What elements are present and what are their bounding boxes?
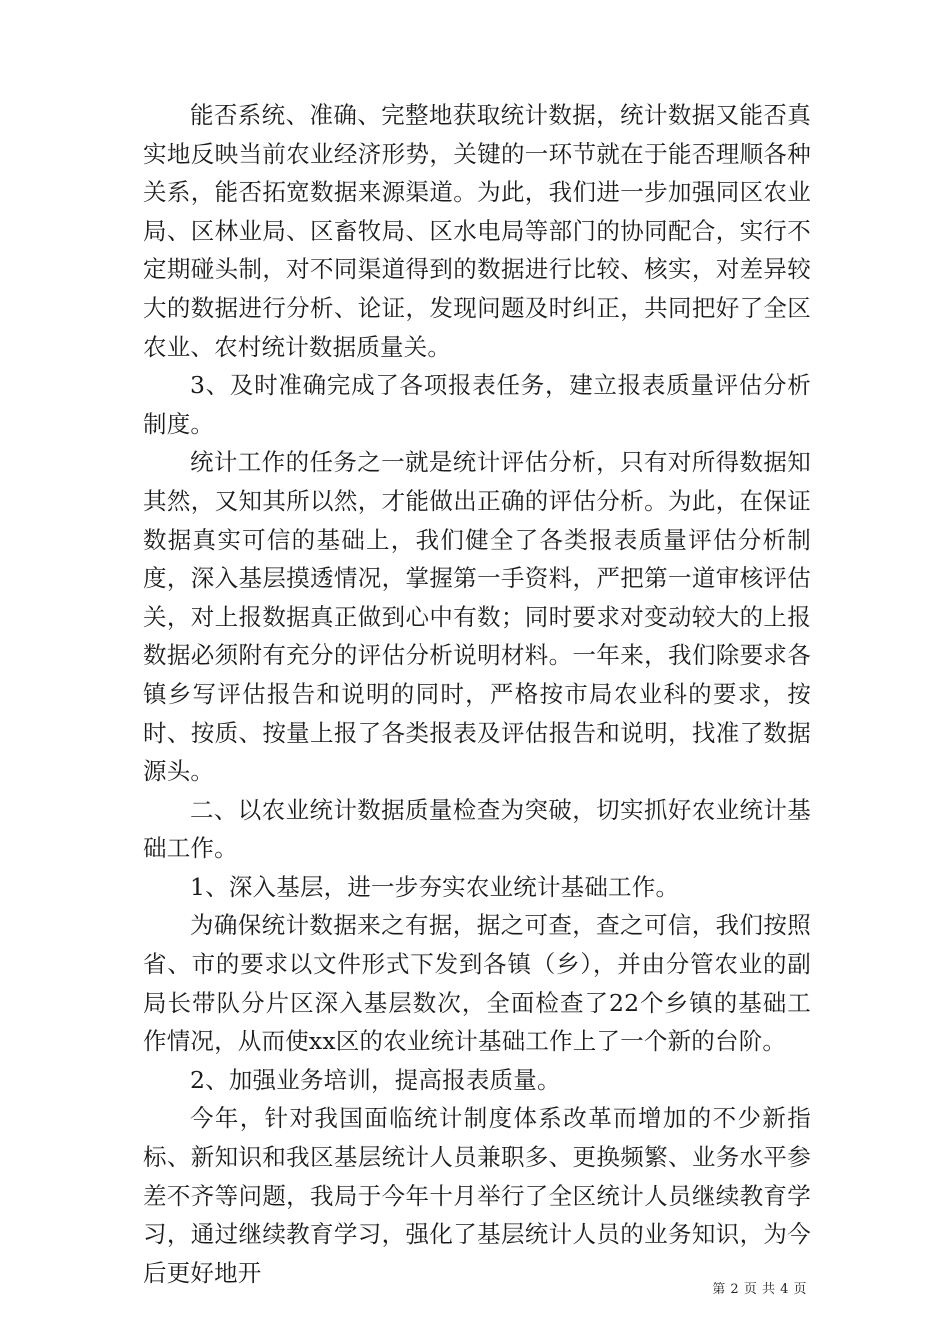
paragraph-evaluation-analysis: 统计工作的任务之一就是统计评估分析，只有对所得数据知其然，又知其所以然，才能做出正确的评估分析。为此，在保证数据真实可信的基础上，我们健全了各类报表质量评估分析制度，深入基层摸透情况，掌握第一手资料，严把第一道审核评估关，对上报数据真正做到心中有数；同时要求对变动较大的上报数据必须附有充分的评估分析说明材料。一年来，我们除要求各镇乡写评估报告和说明的同时，严格按市局农业科的要求，按时、按质、按量上报了各类报表及评估报告和说明，找准了数据源头。 xyxy=(143,448,811,786)
paragraph-grassroots-inspection: 为确保统计数据来之有据，据之可查，查之可信，我们按照省、市的要求以文件形式下发到各镇（乡），并由分管农业的副局长带队分片区深入基层数次，全面检查了22个乡镇的基础工作情况，从而使xx区的农业统计基础工作上了一个新的台阶。 xyxy=(143,911,811,1056)
document-body xyxy=(143,96,811,1292)
heading-quality-inspection: 二、以农业统计数据质量检查为突破，切实抓好农业统计基础工作。 xyxy=(143,795,811,863)
heading-business-training: 2、加强业务培训，提高报表质量。 xyxy=(190,1065,561,1094)
heading-grassroots-work: 1、深入基层，进一步夯实农业统计基础工作。 xyxy=(190,872,680,901)
heading-report-tasks: 3、及时准确完成了各项报表任务，建立报表质量评估分析制度。 xyxy=(143,371,811,438)
paragraph-training-details: 今年，针对我国面临统计制度体系改革而增加的不少新指标、新知识和我区基层统计人员兼职多、更换频繁、业务水平参差不齐等问题，我局于今年十月举行了全区统计人员继续教育学习，通过继续教育学习，强化了基层统计人员的业务知识，为今后更好地开 xyxy=(143,1104,811,1287)
paragraph-data-sources: 能否系统、准确、完整地获取统计数据，统计数据又能否真实地反映当前农业经济形势，关键的一环节就在于能否理顺各种关系，能否拓宽数据来源渠道。为此，我们进一步加强同区农业局、区林业局、区畜牧局、区水电局等部门的协同配合，实行不定期碰头制，对不同渠道得到的数据进行比较、核实，对差异较大的数据进行分析、论证，发现问题及时纠正，共同把好了全区农业、农村统计数据质量关。 xyxy=(143,101,811,361)
page-number: 第 2 页 共 4 页 xyxy=(712,1282,807,1297)
